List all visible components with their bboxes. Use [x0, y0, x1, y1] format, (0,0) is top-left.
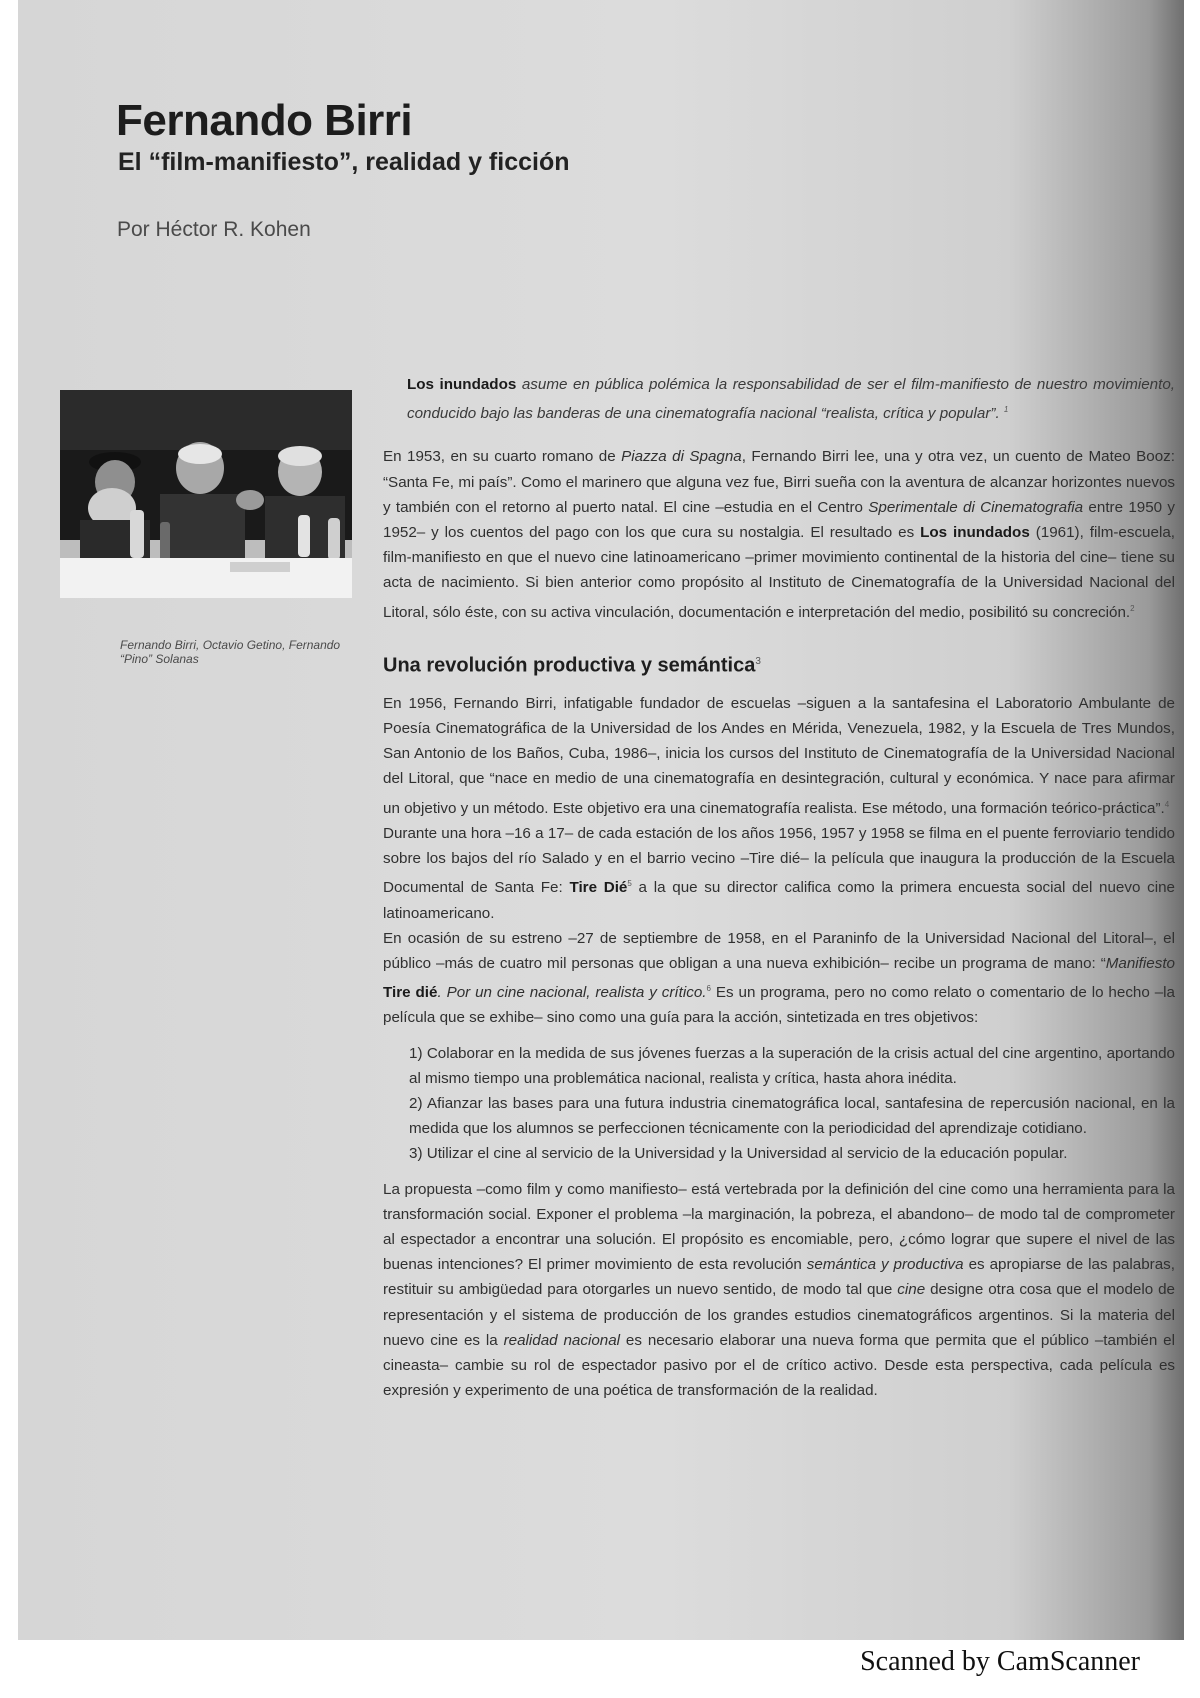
film-title: Tire Dié	[569, 879, 628, 897]
text-run: designe otra cosa que el modelo de representación y el sistema de producción de los grandes estudios cinematográficos argentinos. Si la materia del nuevo cine es la	[383, 1281, 1175, 1349]
footnote-ref: 5	[627, 879, 632, 889]
text-run: a la que su director califica como la primera encuesta social del nuevo cine latinoamericano.	[383, 879, 1175, 922]
text-run: Es un programa, pero no como relato o comentario de lo hecho –la película que se exhibe– sino como una guía para la acción, sintetizada en tres objetivos:	[383, 984, 1175, 1027]
text-run: En 1953, en su cuarto romano de	[383, 448, 622, 466]
page-subtitle: El “film-manifiesto”, realidad y ficción	[118, 148, 570, 176]
text-run: Durante una hora –16 a 17– de cada estación de los años 1956, 1957 y 1958 se filma en el puente ferroviario tendido sobre los bajos del río Salado y en el barrio vecino –Tire dié– la película que inaugura la producción de la Escuela Documental de Santa Fe:	[383, 824, 1175, 897]
page-title: Fernando Birri	[116, 96, 413, 145]
lead-quote-text: asume en pública polémica la responsabilidad de ser el film-manifiesto de nuestro movimiento, conducido bajo las banderas de una cinematografía nacional “realista, crítica y popular”.	[407, 376, 1175, 423]
lead-quote	[383, 372, 1175, 426]
film-title: Los inundados	[920, 524, 1030, 542]
objective-item: 1) Colaborar en la medida de sus jóvenes fuerzas a la superación de la crisis actual del cine argentino, aportando al mismo tiempo una problemática nacional, realista y crítica, hasta ahora inédita.	[409, 1044, 1175, 1087]
section-heading-text: Una revolución productiva y semántica	[383, 654, 756, 677]
text-italic: Sperimentale di Cinematografia	[868, 498, 1084, 516]
intro-paragraph	[383, 444, 1175, 624]
text-run: (1961), film-escuela, film-manifiesto en que el nuevo cine latinoamericano –primer movimiento continental de la historia del cine– tiene su acta de nacimiento. Si bien anterior como propósito al Instituto de Cinematografía de la Universidad Nacional del Litoral, sólo éste, con su activa vinculación, documentación e interpretación del medio, posibilitó su concreción.	[383, 524, 1175, 621]
objectives-list	[383, 1041, 1175, 1167]
photo-illustration	[60, 390, 352, 598]
text-run: es necesario elaborar una nueva forma que permita que el público –también el cineasta– cambie su rol de espectador pasivo por el de crítico activo. Desde esta perspectiva, cada película es expresión y experimento de una poética de transformación de la realidad.	[383, 1331, 1175, 1400]
objective-item: 3) Utilizar el cine al servicio de la Universidad y la Universidad al servicio de la educación popular.	[409, 1145, 1068, 1163]
text-run: es apropiarse de las palabras, restituir su ambigüedad para otorgarles un nuevo sentido, de modo tal que	[383, 1256, 1175, 1299]
objective-item: 2) Afianzar las bases para una futura industria cinematográfica local, santafesina de repercusión nacional, en la medida que los alumnos se perfeccionen técnicamente con la periodicidad del aprendizaje cotidiano.	[409, 1095, 1175, 1138]
text-italic: semántica y productiva	[806, 1256, 964, 1274]
article-body	[383, 372, 1175, 1403]
lead-film-title: Los inundados	[407, 376, 517, 393]
footnote-ref: 2	[1130, 603, 1135, 613]
footnote-ref: 3	[755, 655, 761, 667]
text-run: , Fernando Birri lee, una y otra vez, un cuento de Mateo Booz: “Santa Fe, mi país”. Como el marinero que alguna vez fue, Birri sueña con la aventura de alcanzar horizontes nuevos y también con el retorno al puerto natal. El cine –estudia en el Centro	[383, 448, 1175, 516]
section-heading	[383, 649, 1175, 679]
text-run: entre 1950 y 1952– y los cuentos del pago con los que cura su nostalgia. El resultado es	[383, 498, 1176, 542]
footnote-ref: 1	[1003, 405, 1009, 415]
section-paragraph-3	[383, 926, 1175, 1031]
text-italic: realidad nacional	[503, 1331, 621, 1349]
footnote-ref: 4	[1164, 799, 1170, 809]
film-title: Tire dié	[383, 984, 438, 1002]
text-run: En ocasión de su estreno –27 de septiembre de 1958, en el Paraninfo de la Universidad Nacional del Litoral–, el público –más de cuatro mil personas que obligan a una nueva exhibición– recibe un programa de mano: “	[383, 929, 1175, 972]
text-italic: Piazza di Spagna	[621, 448, 742, 466]
text-italic: Manifiesto	[1105, 954, 1175, 972]
panel-photo	[60, 390, 352, 598]
text-italic: . Por un cine nacional, realista y crítico.	[437, 984, 707, 1002]
footnote-ref: 6	[706, 984, 711, 994]
scanner-watermark: Scanned by CamScanner	[860, 1646, 1140, 1677]
section-paragraph-4	[383, 1177, 1175, 1404]
section-paragraph-1	[383, 691, 1175, 821]
scanned-page	[18, 0, 1184, 1640]
text-run: La propuesta –como film y como manifiesto– está vertebrada por la definición del cine como una herramienta para la transformación social. Exponer el problema –la marginación, la pobreza, el abandono– de modo tal de comprometer al espectador a encontrar una solución. El propósito es encomiable, pero, ¿cómo lograr que supere el nivel de las buenas intenciones? El primer movimiento de esta revolución	[383, 1180, 1175, 1274]
section-paragraph-2	[383, 821, 1175, 926]
author-byline: Por Héctor R. Kohen	[117, 218, 311, 241]
text-run: En 1956, Fernando Birri, infatigable fundador de escuelas –siguen a la santafesina el Laboratorio Ambulante de Poesía Cinematográfica de la Universidad de los Andes en Mérida, Venezuela, 1982, y la Escuela de Tres Mundos, San Antonio de los Baños, Cuba, 1986–, inicia los cursos del Instituto de Cinematografía de la Universidad Nacional del Litoral, que “nace en medio de una cinematografía en desintegración, cultural y económica. Y nace para afirmar un objetivo y un método. Este objetivo era una cinematografía realista. Ese método, una formación teórico-práctica”.	[383, 694, 1175, 817]
text-italic: cine	[897, 1281, 926, 1299]
photo-caption: Fernando Birri, Octavio Getino, Fernando “Pino” Solanas	[120, 638, 341, 666]
